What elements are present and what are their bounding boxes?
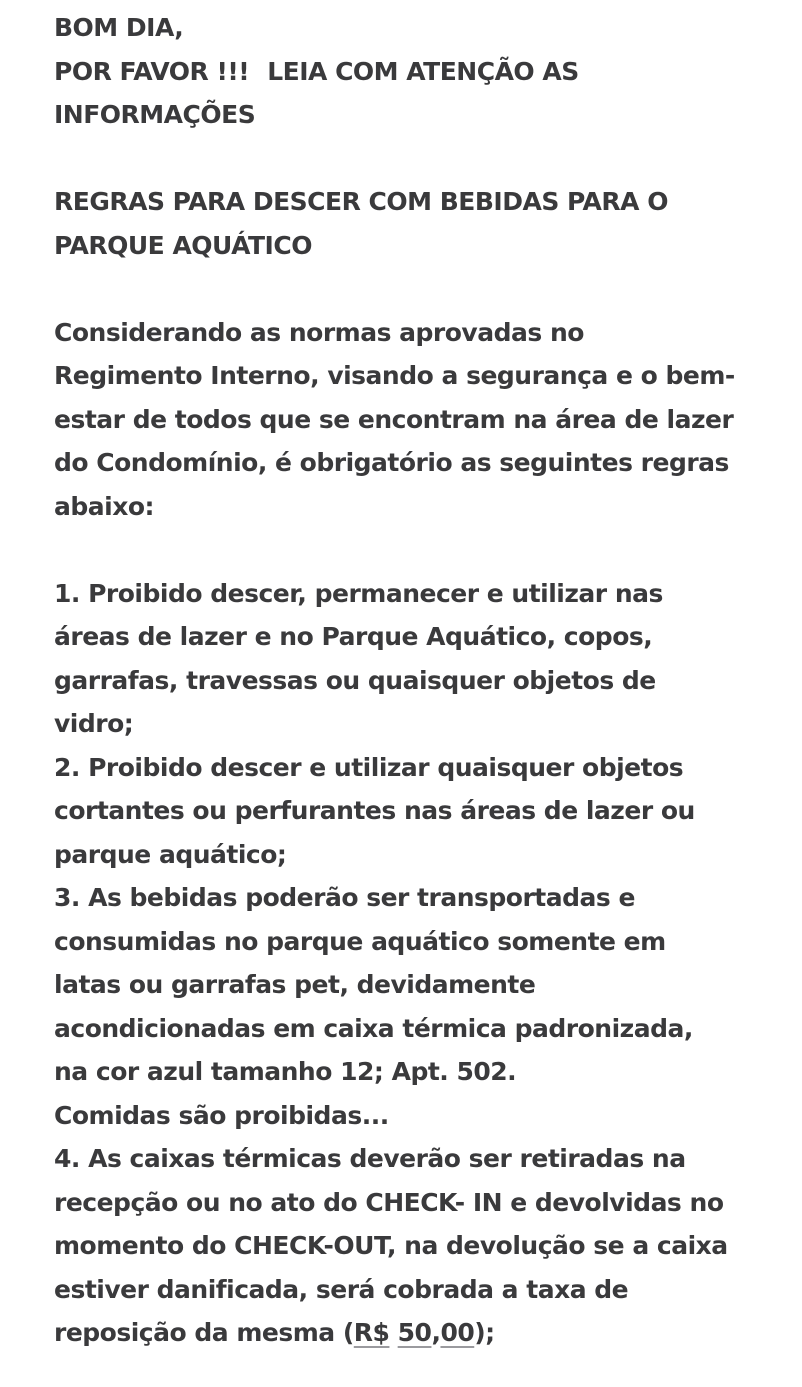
amount-link-cents[interactable]: 00	[440, 1318, 475, 1347]
rule-3-line: Comidas são proibidas...	[54, 1100, 389, 1130]
rule-1-line: áreas de lazer e no Parque Aquático, copos,	[54, 622, 653, 651]
intro-line: Regimento Interno, visando a segurança e o bem-	[54, 361, 735, 390]
rule-4-line: momento do CHECK-OUT, na devolução se a caixa	[54, 1231, 728, 1260]
rule-3-line: 3. As bebidas poderão ser transportadas e	[54, 883, 635, 912]
rule-4-last-line	[54, 1311, 784, 1355]
amount-separator: ,	[431, 1318, 441, 1347]
rule-4-line: estiver danificada, será cobrada a taxa de	[54, 1274, 629, 1304]
currency-link[interactable]: R$	[353, 1318, 390, 1347]
rules-title-line-1: REGRAS PARA DESCER COM BEBIDAS PARA O	[54, 187, 668, 216]
intro-line: estar de todos que se encontram na área de lazer	[54, 404, 734, 434]
intro-line: Considerando as normas aprovadas no	[54, 317, 584, 347]
attention-line	[54, 50, 784, 94]
rule-3-line: na cor azul tamanho 12; Apt. 502.	[54, 1057, 517, 1086]
rule-3-line: latas ou garrafas pet, devidamente	[54, 970, 536, 999]
rule-4-prefix: reposição da mesma (	[54, 1318, 354, 1347]
rule-3-line: acondicionadas em caixa térmica padronizada,	[54, 1013, 693, 1043]
rule-2-line: 2. Proibido descer e utilizar quaisquer objetos	[54, 752, 684, 782]
rule-4-line: 4. As caixas térmicas deverão ser retiradas na	[54, 1144, 686, 1173]
message-text	[54, 6, 784, 1355]
rule-1-line: garrafas, travessas ou quaisquer objetos de	[54, 665, 656, 695]
intro-line: do Condomínio, é obrigatório as seguintes regras	[54, 448, 729, 477]
rule-4-line: recepção ou no ato do CHECK- IN e devolvidas no	[54, 1187, 724, 1217]
rule-3-line: consumidas no parque aquático somente em	[54, 926, 666, 956]
rule-1-line: 1. Proibido descer, permanecer e utilizar nas	[54, 578, 663, 608]
attention-please: POR FAVOR !!!	[54, 56, 250, 86]
rule-4-suffix: );	[474, 1318, 495, 1347]
rule-1-line: vidro;	[54, 709, 134, 738]
attention-info: INFORMAÇÕES	[54, 100, 256, 129]
intro-line: abaixo:	[54, 491, 155, 521]
rules-title-line-2: PARQUE AQUÁTICO	[54, 230, 312, 260]
rule-2-line: cortantes ou perfurantes nas áreas de lazer ou	[54, 796, 695, 825]
greeting: BOM DIA,	[54, 13, 184, 42]
amount-link-integer[interactable]: 50	[397, 1318, 432, 1347]
rule-2-line: parque aquático;	[54, 839, 287, 869]
attention-read: LEIA COM ATENÇÃO AS	[267, 56, 579, 86]
